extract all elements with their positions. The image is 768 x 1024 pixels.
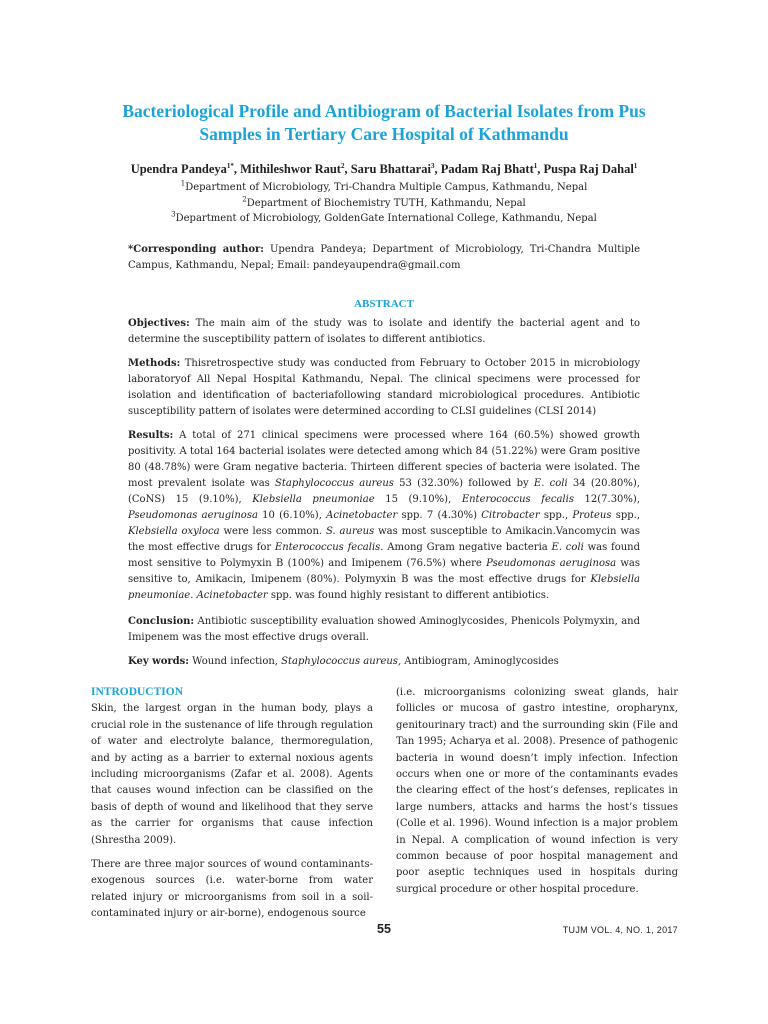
abstract-conclusion	[128, 614, 640, 646]
affiliation-1	[60, 180, 708, 196]
corresponding-label: *Corresponding author:	[128, 244, 264, 255]
objectives-text: The main aim of the study was to isolate and identify the bacterial agent and to determine the susceptibility pattern of isolates to different antibiotics.	[128, 318, 640, 345]
results-segment: . Among Gram negative bacteria	[380, 542, 552, 553]
keywords-segment: Wound infection,	[189, 656, 282, 667]
conclusion-label: Conclusion:	[128, 616, 195, 627]
affiliation-sup: 2	[242, 195, 247, 204]
corresponding-author	[128, 242, 640, 274]
results-segment: Pseudomonas aeruginosa	[486, 558, 617, 569]
keywords-label: Key words:	[128, 656, 189, 667]
introduction-heading: INTRODUCTION	[91, 686, 184, 698]
affiliations	[60, 180, 708, 227]
results-segment: Staphylococcus aureus	[275, 478, 394, 489]
page-number: 55	[377, 922, 391, 936]
author-sup: 1	[533, 161, 538, 170]
affiliation-sup: 3	[171, 210, 176, 219]
author: Puspa Raj Dahal	[543, 162, 634, 176]
abstract-heading: ABSTRACT	[354, 298, 414, 310]
abstract-objectives	[128, 316, 640, 348]
results-segment: E. coli	[551, 542, 584, 553]
results-segment: was sensitive to, Amikacin, Imipenem (80%). Polymyxin B was the most effective drugs for	[128, 558, 640, 585]
results-segment: Enterococcus fecalis	[274, 542, 381, 553]
results-segment: 53 (32.30%) followed by	[393, 478, 534, 489]
journal-reference: TUJM VOL. 4, NO. 1, 2017	[562, 925, 678, 935]
results-segment: Proteus	[572, 510, 612, 521]
results-segment: Klebsiella pneumoniae	[252, 494, 375, 505]
results-segment: 34 (20.80%), (CoNS) 15 (9.10%),	[128, 478, 640, 505]
results-segment: spp.,	[611, 510, 641, 521]
results-segment: were less common.	[219, 526, 326, 537]
results-segment: spp. was found highly resistant to different antibiotics.	[267, 590, 550, 601]
affiliation-text: Department of Microbiology, Tri-Chandra Multiple Campus, Kathmandu, Nepal	[185, 182, 588, 193]
abstract-methods	[128, 356, 640, 420]
paper-title	[60, 100, 708, 146]
objectives-label: Objectives:	[128, 318, 190, 329]
affiliation-2	[60, 196, 708, 212]
results-label: Results:	[128, 430, 174, 441]
left-column	[91, 684, 373, 931]
title-line-1: Bacteriological Profile and Antibiogram of Bacterial Isolates from Pus	[122, 101, 646, 121]
title-line-2: Samples in Tertiary Care Hospital of Kathmandu	[199, 124, 569, 144]
results-segment: Acinetobacter	[326, 510, 398, 521]
results-segment: Pseudomonas aeruginosa	[128, 510, 258, 521]
methods-text: Thisretrospective study was conducted from February to October 2015 in microbiology laboratoryof All Nepal Hospital Kathmandu, Nepal. The clinical specimens were processed for isolation and identification of bacteriafollowing standard microbiological procedures. Antibiotic susceptibility pattern of isolates were determined according to CLSI guidelines (CLSI 2014)	[128, 358, 640, 417]
results-segment: 12(7.30%),	[573, 494, 641, 505]
keywords-segment: Staphylococcus aureus,	[281, 656, 402, 667]
author: Upendra Pandeya	[130, 162, 227, 176]
results-segment: Enterococcus fecalis	[461, 494, 574, 505]
author-sup: 2	[340, 161, 345, 170]
intro-paragraph-3: (i.e. microorganisms colonizing sweat glands, hair follicles or mucosa of gastro intestine, oropharynx, genitourinary tract) and the surrounding skin (File and Tan 1995; Acharya et al. 2008). Presence of pathogenic bacteria in wound doesn’t imply infection. Infection occurs when one or more of the contaminants evades the clearing effect of the host’s defenses, replicates in large numbers, attacks and harms the host’s tissues (Colle et al. 1996). Wound infection is a major problem in Nepal. A complication of wound infection is very common because of poor hospital management and poor aseptic techniques used in hospitals during surgical procedure or other hospital procedure.	[396, 687, 678, 895]
author: Mithileshwor Raut	[240, 162, 341, 176]
results-segment: 15 (9.10%),	[374, 494, 462, 505]
results-segment: A total of 271 clinical specimens were processed where 164 (60.5%) showed growth positivity. A total 164 bacterial isolates were detected among which 84 (51.22%) were Gram positive 80 (48.78%) were Gram negative bacteria. Thirteen different species of bacteria were isolated. The most prevalent isolate was	[128, 430, 640, 489]
affiliation-3	[60, 211, 708, 227]
results-segment: Citrobacter	[481, 510, 540, 521]
results-segment: was found most sensitive to Polymyxin B (100%) and Imipenem (76.5%) where	[128, 542, 641, 569]
results-segment: Klebsiella pneumoniae. Acinetobacter	[128, 574, 640, 601]
results-segment: S. aureus	[325, 526, 375, 537]
results-segment: Klebsiella oxyloca	[128, 526, 220, 537]
conclusion-text: Antibiotic susceptibility evaluation showed Aminoglycosides, Phenicols Polymyxin, and Imipenem was the most effective drugs overall.	[128, 616, 640, 643]
keywords	[128, 654, 640, 670]
affiliation-sup: 1	[180, 179, 186, 188]
intro-paragraph-2: There are three major sources of wound contaminants- exogenous sources (i.e. water-borne from water related injury or microorganisms from soil in a soil-contaminated injury or air-borne), endogenous source	[91, 859, 373, 920]
results-segment: was most susceptible to Amikacin.Vancomycin was the most effective drugs for	[128, 526, 640, 553]
results-segment: spp. 7 (4.30%)	[397, 510, 482, 521]
keywords-segment: Antibiogram, Aminoglycosides	[401, 656, 559, 667]
author-list: Upendra Pandeya$^{1*}$, Mithileshwor Raut$^2$, Saru Bhattarai$^3$, Padam Raj Bhatt$^1$, Puspa Raj Dahal$^1$	[130, 161, 638, 176]
results-segment: spp.,	[539, 510, 573, 521]
affiliation-text: Department of Biochemistry TUTH, Kathmandu, Nepal	[246, 197, 526, 209]
corresponding-text: Upendra Pandeya; Department of Microbiology, Tri-Chandra Multiple Campus, Kathmandu, Nepal; Email: pandeyaupendra@gmail.com	[128, 244, 641, 271]
intro-paragraph-1: Skin, the largest organ in the human body, plays a crucial role in the sustenance of life through regulation of water and electrolyte balance, thermoregulation, and by acting as a barrier to external noxious agents including microorganisms (Zafar et al. 2008). Agents that causes wound infection can be classified on the basis of depth of wound and likelihood that they serve as the carrier for organisms that cause infection (Shrestha 2009).	[91, 703, 373, 846]
results-text	[128, 430, 640, 601]
affiliation-text: Department of Microbiology, GoldenGate International College, Kathmandu, Nepal	[175, 213, 597, 224]
methods-label: Methods:	[128, 358, 181, 369]
author: Saru Bhattarai	[350, 162, 431, 176]
author: Padam Raj Bhatt	[440, 162, 534, 176]
keywords-text	[189, 656, 559, 667]
author-sup: 1	[633, 161, 638, 170]
author-sup: 1*	[226, 161, 234, 170]
author-sup: 3	[430, 161, 435, 170]
abstract-results	[128, 428, 640, 604]
results-segment: 10 (6.10%),	[257, 510, 327, 521]
results-segment: E. coli	[533, 478, 568, 489]
right-column	[396, 685, 678, 906]
